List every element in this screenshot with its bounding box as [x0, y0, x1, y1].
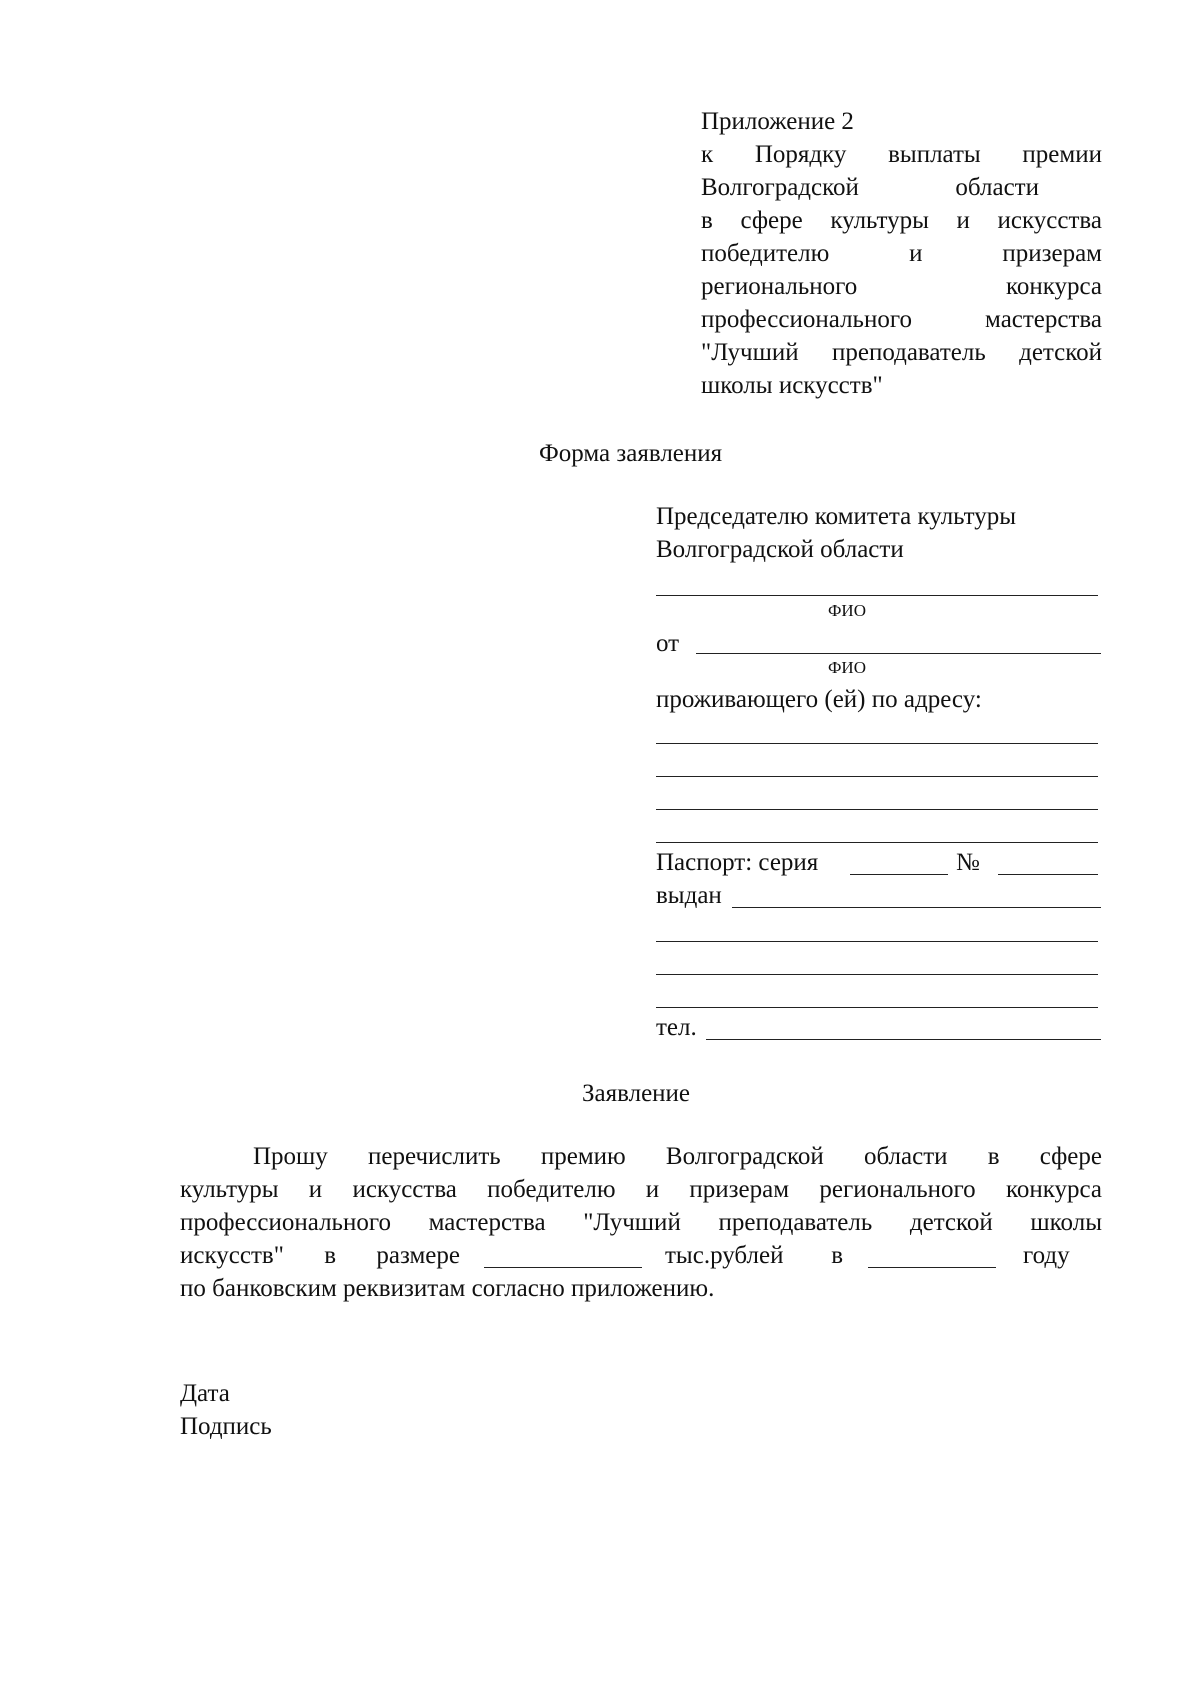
- from-label: от: [656, 630, 680, 657]
- appendix-line-8: школы искусств": [701, 372, 883, 399]
- issued-label: выдан: [656, 882, 722, 909]
- passport-number-field[interactable]: [998, 874, 1098, 875]
- body-line-5: по банковским реквизитам согласно приложению.: [180, 1275, 715, 1302]
- amount-field[interactable]: [484, 1267, 642, 1268]
- passport-series-label: Паспорт: серия: [656, 849, 819, 876]
- body-line-3: профессионального мастерства "Лучший преподаватель детской школы: [180, 1209, 1102, 1236]
- body-line-2: культуры и искусства победителю и призерам регионального конкурса: [180, 1176, 1102, 1203]
- residing-label: проживающего (ей) по адресу:: [656, 686, 982, 713]
- address-line-1[interactable]: [656, 743, 1098, 744]
- date-label: Дата: [180, 1380, 230, 1407]
- form-title: Форма заявления: [539, 440, 723, 467]
- body-line-4-part-2: тыс.рублей в: [665, 1242, 843, 1269]
- phone-label: тел.: [656, 1014, 697, 1041]
- signature-label: Подпись: [180, 1413, 272, 1440]
- phone-field[interactable]: [706, 1039, 1101, 1040]
- appendix-line-7: "Лучший преподаватель детской: [701, 339, 1102, 366]
- address-line-3[interactable]: [656, 809, 1098, 810]
- body-line-4-part-1: искусств" в размере: [180, 1242, 460, 1269]
- addressee-line-1: Председателю комитета культуры: [656, 503, 1017, 530]
- appendix-line-3: в сфере культуры и искусства: [701, 207, 1102, 234]
- year-field[interactable]: [868, 1267, 996, 1268]
- appendix-line-2: Волгоградской области: [701, 174, 1039, 201]
- sender-fio-line[interactable]: [696, 653, 1101, 654]
- appendix-title: Приложение 2: [701, 108, 854, 135]
- issued-field[interactable]: [732, 907, 1101, 908]
- issued-line-4[interactable]: [656, 1007, 1098, 1008]
- address-line-2[interactable]: [656, 776, 1098, 777]
- passport-number-label: №: [956, 849, 980, 876]
- appendix-line-6: профессионального мастерства: [701, 306, 1102, 333]
- address-line-4[interactable]: [656, 842, 1098, 843]
- appendix-line-5: регионального конкурса: [701, 273, 1102, 300]
- addressee-line-2: Волгоградской области: [656, 536, 904, 563]
- body-line-4-part-3: году: [1023, 1242, 1070, 1269]
- recipient-fio-line[interactable]: [656, 595, 1098, 596]
- body-line-1: Прошу перечислить премию Волгоградской области в сфере: [253, 1143, 1102, 1170]
- issued-line-3[interactable]: [656, 974, 1098, 975]
- fio-caption-2: ФИО: [828, 658, 866, 677]
- appendix-line-4: победителю и призерам: [701, 240, 1102, 267]
- appendix-line-1: к Порядку выплаты премии: [701, 141, 1102, 168]
- issued-line-2[interactable]: [656, 941, 1098, 942]
- fio-caption-1: ФИО: [828, 601, 866, 620]
- passport-series-field[interactable]: [850, 874, 948, 875]
- statement-title: Заявление: [582, 1080, 691, 1107]
